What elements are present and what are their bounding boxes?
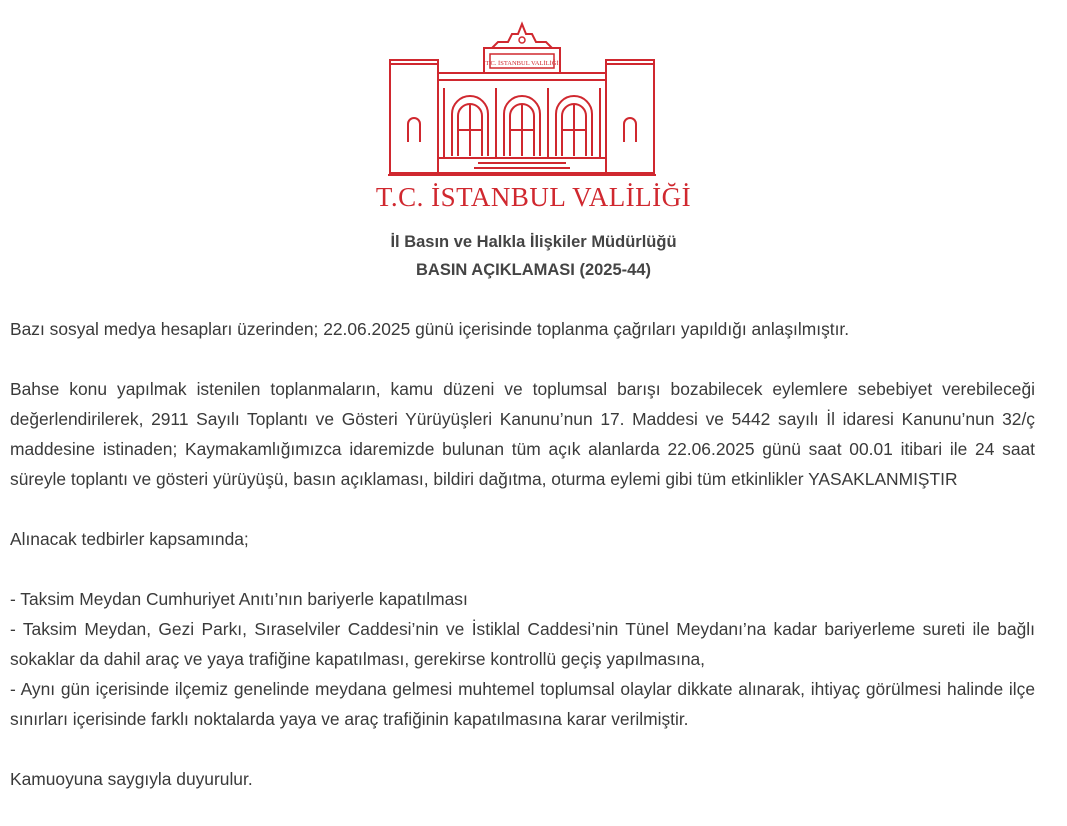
measures-list [10, 584, 1035, 734]
department-name: İl Basın ve Halkla İlişkiler Müdürlüğü [390, 233, 677, 251]
paragraph-3: Alınacak tedbirler kapsamında; [10, 529, 249, 549]
list-item: - Taksim Meydan, Gezi Parkı, Sıraselviler Caddesi’nin ve İstiklal Caddesi’nin Tünel Meydanı’na kadar bariyerleme sureti ile bağlı sokaklar da dahil araç ve yaya trafiğine kapatılması, gerekirse kontrollü geçiş yapılmasına, [10, 619, 1035, 669]
paragraph-2: Bahse konu yapılmak istenilen toplanmaların, kamu düzeni ve toplumsal barışı bozabilecek eylemlere sebebiyet verebileceği değerlendirilerek, 2911 Sayılı Toplantı ve Gösteri Yürüyüşleri Kanunu’nun 17. Maddesi ve 5442 sayılı İl idaresi Kanunu’nun 32/ç maddesine istinaden; Kaymakamlığımızca idaremizde bulunan tüm açık alanlarda 22.06.2025 günü saat 00.01 itibari ile 24 saat süreyle toplantı ve gösteri yürüyüşü, basın açıklaması, bildiri dağıtma, oturma eylemi gibi tüm etkinlikler YASAKLANMIŞTIR [10, 379, 1035, 489]
istanbul-governorship-building-logo [386, 18, 658, 178]
release-header [0, 228, 1067, 284]
list-item: - Aynı gün içerisinde ilçemiz genelinde meydana gelmesi muhtemel toplumsal olaylar dikkate alınarak, ihtiyaç görülmesi halinde ilçe sınırları içerisinde farklı noktalarda yaya ve araç trafiğinin kapatılmasına karar verilmiştir. [10, 679, 1035, 729]
release-title: BASIN AÇIKLAMASI (2025-44) [415, 261, 651, 279]
release-body [10, 314, 1035, 794]
logo-title: T.C. İSTANBUL VALİLİĞİ [375, 182, 692, 212]
svg-text:T.C. İSTANBUL VALİLİĞİ: T.C. İSTANBUL VALİLİĞİ [485, 60, 559, 67]
paragraph-1: Bazı sosyal medya hesapları üzerinden; 22.06.2025 günü içerisinde toplanma çağrıları yapıldığı anlaşılmıştır. [10, 319, 850, 339]
list-item: - Taksim Meydan Cumhuriyet Anıtı’nın bariyerle kapatılması [10, 589, 468, 609]
closing-line: Kamuoyuna saygıyla duyurulur. [10, 769, 253, 789]
